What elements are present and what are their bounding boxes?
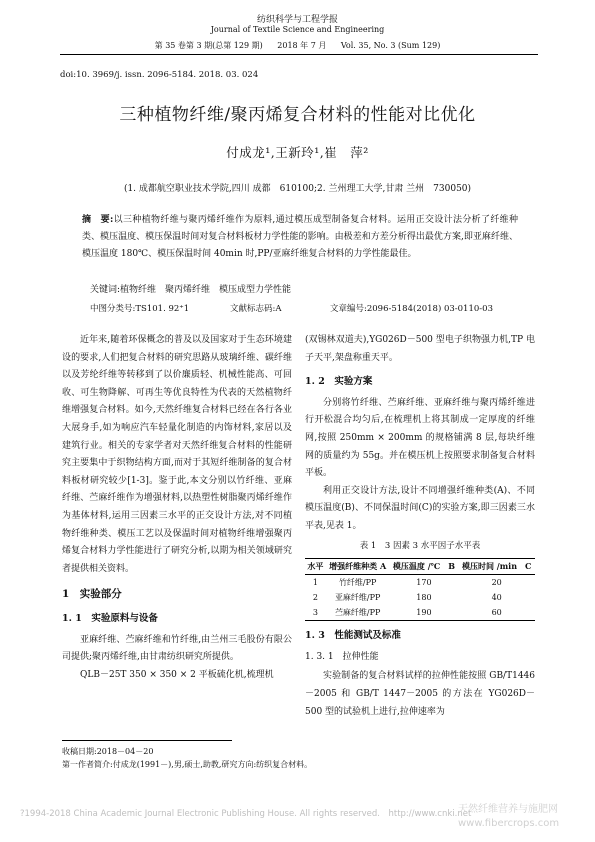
equipment-continued: (双锡林双道夫),YG026D－500 型电子织物强力机,TP 电子天平,架盘称重天平。	[305, 335, 535, 363]
table-row	[305, 590, 535, 605]
table-cell: 40	[491, 593, 502, 603]
authors: 付成龙¹,王新玲¹,崔 萍²	[226, 145, 369, 160]
affiliation: (1. 成都航空职业技术学院,四川 成都 610100;2. 兰州理工大学,甘肃 兰州 730050)	[123, 184, 472, 194]
classification-line	[90, 302, 530, 314]
clc-number: 中图分类号:TS101. 92⁺1	[90, 304, 190, 314]
author-bio: 第一作者简介:付成龙(1991－),男,硕士,助教,研究方向:纺织复合材料。	[62, 760, 313, 769]
tensile-paragraph: 实验制备的复合材料试样的拉伸性能按照 GB/T1446－2005 和 GB/T 1447－2005 的方法在 YG026D－500 型的试验机上进行,拉伸速率为	[305, 671, 535, 717]
keywords-text: 植物纤维 聚丙烯纤维 模压成型力学性能	[120, 285, 292, 295]
article-title: 三种植物纤维/聚丙烯复合材料的性能对比优化	[119, 105, 476, 125]
keywords	[90, 282, 520, 295]
right-column	[305, 332, 535, 721]
watermark	[458, 803, 559, 831]
table-cell: 190	[416, 608, 432, 618]
subsection-heading: 1. 3 性能测试及标准	[305, 630, 401, 642]
scheme-paragraph-2: 利用正交设计方法,设计不同增强纤维种类(A)、不同模压温度(B)、不同保温时间(C)的实验方案,即三因素三水平表,见表 1。	[305, 485, 535, 531]
table-cell: 1	[312, 578, 318, 588]
document-code: 文献标志码:A	[230, 304, 282, 314]
article-number: 文章编号:2096-5184(2018) 03-0110-03	[330, 304, 493, 314]
section-heading: 1 实验部分	[62, 588, 122, 601]
factor-level-table	[305, 538, 535, 622]
journal-name-en: Journal of Textile Science and Engineering	[210, 25, 385, 34]
table-header-level: 水平	[307, 561, 324, 572]
scheme-paragraph: 分别将竹纤维、苎麻纤维、亚麻纤维与聚丙烯纤维进行开松混合均匀后,在梳理机上将其制成一定厚度的纤维网,按照 250mm × 200mm 的规格铺满 8 层,每块纤维网的质量约为 55g。并在模压机上按照要求制备复合材料平板。	[305, 397, 535, 479]
abstract	[82, 212, 518, 264]
table-header-temp: 模压温度 /℃ B	[392, 561, 455, 572]
table-cell: 20	[491, 578, 502, 588]
intro-paragraph: 近年来,随着环保概念的普及以及国家对于生态环境建设的要求,人们把复合材料的研究思路从玻璃纤维、碳纤维以及芳纶纤维等转移到了以价廉质轻、机械性能高、可回收、可生物降解、可再生等优良特性为代表的天然植物纤维增强复合材料。如今,天然纤维复合材料已经在各行各业大展身手,如为响应汽车轻量化制造的内饰材料,家居以及建筑行业。相关的专家学者对天然纤维复合材料的性能研究主要集中于织物结构方面,而对于其短纤维制备的复合材料板材研究较少[1-3]。鉴于此,本文分别以竹纤维、亚麻纤维、苎麻纤维作为增强材料,以热塑性树脂聚丙烯纤维作为基体材料,运用三因素三水平的正交设计方法,对不同植物纤维种类、模压工艺以及保温时间对植物纤维增强聚丙烯复合材料力学性能进行了研究分析,以期为相关领域研究者提供相关资料。	[62, 335, 292, 574]
footnote-rule	[62, 740, 232, 741]
copyright-notice: ?1994-2018 China Academic Journal Electronic Publishing House. All rights reserved. http://www.cnki.net	[20, 809, 472, 819]
issue-en: Vol. 35, No. 3 (Sum 129)	[340, 41, 441, 50]
table-cell: 亚麻纤维/PP	[334, 593, 381, 603]
table-cell: 60	[491, 608, 502, 618]
issue-line	[0, 40, 595, 51]
table-header-fiber: 增强纤维种类 A	[329, 561, 387, 572]
doi: doi:10. 3969/j. issn. 2096-5184. 2018. 03. 024	[60, 70, 259, 80]
table-cell: 苎麻纤维/PP	[334, 608, 381, 618]
received-date: 收稿日期:2018－04－20	[62, 747, 154, 756]
abstract-text: 以三种植物纤维与聚丙烯纤维作为原料,通过模压成型制备复合材料。运用正交设计法分析了纤维种类、模压温度、模压保温时间对复合材料板材力学性能的影响。由极差和方差分析得出最优方案,即亚麻纤维、模压温度 180℃、模压保温时间 40min 时,PP/亚麻纤维复合材料的力学性能最佳。	[82, 215, 518, 260]
header-rule	[60, 54, 538, 55]
footnotes	[62, 745, 532, 771]
table-row	[305, 605, 535, 621]
table-row	[305, 575, 535, 591]
table-caption: 表 1 3 因素 3 水平因子水平表	[359, 540, 481, 551]
watermark-line-1: 天然纤维营养与施肥网	[458, 804, 558, 815]
materials-paragraph: 亚麻纤维、苎麻纤维和竹纤维,由兰州三毛股份有限公司提供;聚丙烯纤维,由甘肃纺织研究所提供。	[62, 634, 292, 663]
subsubsection-heading: 1. 3. 1 拉伸性能	[305, 651, 379, 662]
table-cell: 3	[312, 608, 318, 618]
subsection-heading: 1. 1 实验原料与设备	[62, 612, 158, 624]
journal-name-cn: 纺织科学与工程学报	[256, 15, 338, 25]
issue-date: 2018 年 7 月	[277, 41, 327, 50]
table-cell: 170	[416, 578, 432, 588]
table-cell: 竹纤维/PP	[338, 578, 377, 588]
abstract-label: 摘 要:	[82, 215, 114, 225]
subsection-heading: 1. 2 实验方案	[305, 376, 373, 388]
table-cell: 180	[416, 593, 432, 603]
table-cell: 2	[312, 593, 318, 603]
equipment-paragraph: QLB－25T 350 × 350 × 2 平板硫化机,梳理机	[80, 669, 274, 680]
watermark-line-2: www.fibercrops.com	[458, 818, 560, 829]
table-header-time: 模压时间 /min C	[461, 561, 532, 572]
left-column	[62, 332, 292, 684]
keywords-label: 关键词:	[90, 285, 121, 295]
issue-cn: 第 35 卷第 3 期(总第 129 期)	[154, 41, 263, 50]
